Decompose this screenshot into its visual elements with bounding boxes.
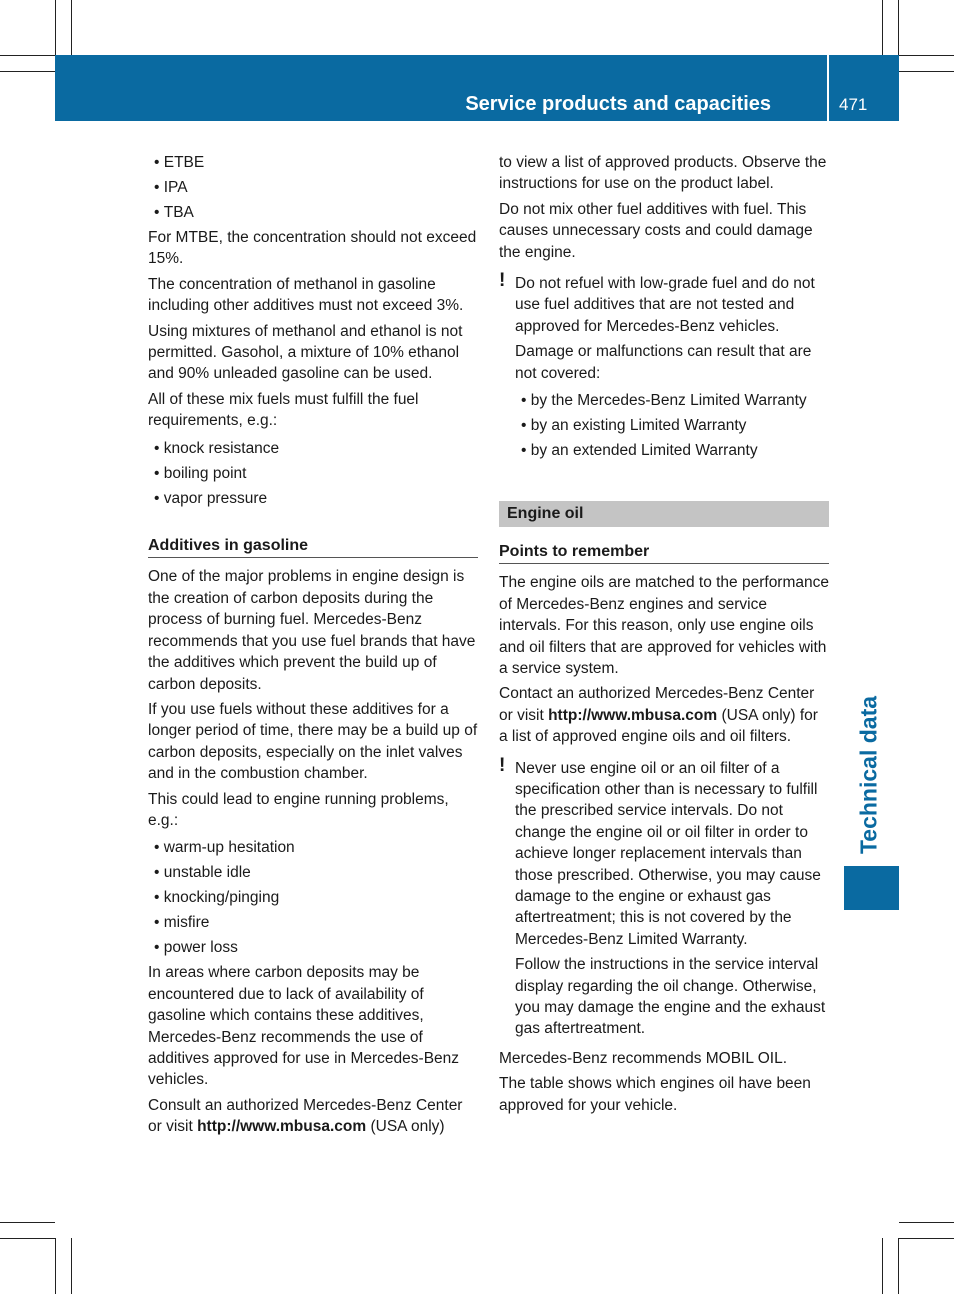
- page-title: Service products and capacities: [465, 93, 771, 115]
- heading-points-to-remember: Points to remember: [499, 541, 829, 564]
- list-item: • ETBE: [148, 152, 478, 173]
- warning-text: Do not refuel with low-grade fuel and do not use fuel additives that are not tested and approved for Mercedes-Benz vehicles.: [515, 275, 815, 335]
- crop-mark: [899, 71, 954, 72]
- contact-text: Contact an authorized Mercedes-Benz Center or visit: [499, 685, 815, 724]
- paragraph-requirements: All of these mix fuels must fulfill the fuel requirements, e.g.:: [148, 390, 419, 430]
- warning-block: [499, 270, 829, 461]
- consult-text: Consult an authorized Mercedes-Benz Center or visit: [148, 1096, 463, 1136]
- crop-mark: [0, 1222, 55, 1223]
- list-item: • IPA: [148, 177, 478, 198]
- right-column: [499, 152, 829, 1120]
- paragraph-areas: In areas where carbon deposits may be encountered due to lack of availability of gasoline which contains these additives, Mercedes-Benz recommends the use of additives approved for use in Mercedes-Benz vehicles.: [148, 964, 460, 1089]
- paragraph-table: The table shows which engines oil have been approved for your vehicle.: [499, 1075, 811, 1114]
- paragraph-mtbe: For MTBE, the concentration should not exceed 15%.: [148, 229, 477, 268]
- header-divider: [827, 55, 829, 121]
- list-item: • warm-up hesitation: [148, 837, 478, 858]
- heading-additives: Additives in gasoline: [148, 535, 478, 558]
- paragraph-consult: [148, 1095, 478, 1138]
- crop-mark: [898, 1238, 899, 1294]
- exclamation-icon: !: [499, 270, 506, 292]
- list-item: • unstable idle: [148, 862, 478, 883]
- exclamation-icon: !: [499, 754, 506, 776]
- list-item: • power loss: [148, 937, 478, 958]
- paragraph-mixtures: Using mixtures of methanol and ethanol is not permitted. Gasohol, a mixture of 10% ethanol and 90% unleaded gasoline can be used.: [148, 322, 463, 383]
- list-item: • knocking/pinging: [148, 887, 478, 908]
- consult-text-end: (USA only): [366, 1118, 445, 1136]
- paragraph-mobil: Mercedes-Benz recommends MOBIL OIL.: [499, 1049, 787, 1067]
- crop-mark: [0, 55, 55, 56]
- crop-mark: [71, 0, 72, 55]
- paragraph-no-mix: Do not mix other fuel additives with fuel. This causes unnecessary costs and could damage the engine.: [499, 200, 813, 261]
- problems-list: [148, 837, 478, 958]
- paragraph-problems: One of the major problems in engine design is the creation of carbon deposits during the process of burning fuel. Mercedes-Benz recommends that you use fuel brands that have the additives which prevent the build up of carbon deposits.: [148, 568, 476, 693]
- contact-text-end: (USA only) for a list of approved engine oils and oil filters.: [499, 706, 818, 746]
- paragraph-matched: The engine oils are matched to the performance of Mercedes-Benz engines and service intervals. For this reason, only use engine oils and oil filters that are approved for vehicles with a service system.: [499, 574, 829, 677]
- warranty-list: [515, 390, 829, 461]
- side-tab-marker: [844, 866, 899, 910]
- paragraph-lead: This could lead to engine running problems, e.g.:: [148, 790, 449, 829]
- left-column: [148, 152, 478, 1142]
- page-header: [55, 55, 899, 121]
- list-item: • boiling point: [148, 463, 478, 484]
- section-engine-oil: Engine oil: [499, 501, 829, 526]
- warning-text: Never use engine oil or an oil filter of a specification other than is necessary to fulfill the prescribed service intervals. Do not change the engine oil or oil filter in order to achieve longer replacement intervals than those prescribed. Otherwise, you may cause damage to the engine or exhaust gas aftertreatment; this is not covered by the Mercedes-Benz Limited Warranty.: [515, 759, 821, 948]
- paragraph-methanol: The concentration of methanol in gasoline including other additives must not exceed 3%.: [148, 275, 464, 315]
- list-item: • vapor pressure: [148, 488, 478, 509]
- crop-mark: [0, 1238, 55, 1239]
- list-item: • knock resistance: [148, 438, 478, 459]
- side-tab-label: Technical data: [855, 695, 882, 855]
- list-item: • by the Mercedes-Benz Limited Warranty: [515, 390, 829, 411]
- paragraph-without-additives: If you use fuels without these additives for a longer period of time, there may be a build up of carbon deposits, especially on the inlet valves and in the combustion chamber.: [148, 700, 478, 783]
- requirements-list: [148, 438, 478, 509]
- crop-mark: [0, 71, 55, 72]
- crop-mark: [899, 1222, 954, 1223]
- list-item: • TBA: [148, 202, 478, 223]
- crop-mark: [71, 1238, 72, 1294]
- crop-mark: [899, 55, 954, 56]
- mbusa-link[interactable]: http://www.mbusa.com: [548, 706, 718, 724]
- list-item: • by an extended Limited Warranty: [515, 440, 829, 461]
- page-number: 471: [839, 95, 868, 114]
- crop-mark: [882, 1238, 883, 1294]
- warning-text: Follow the instructions in the service interval display regarding the oil change. Otherwise, you may damage the engine and the exhaust gas aftertreatment.: [515, 956, 826, 1038]
- fuel-list: [148, 152, 478, 223]
- crop-mark: [55, 0, 56, 55]
- paragraph-contact: [499, 683, 829, 747]
- paragraph-continued: to view a list of approved products. Observe the instructions for use on the product label.: [499, 154, 827, 193]
- crop-mark: [55, 1238, 56, 1294]
- crop-mark: [898, 0, 899, 55]
- list-item: • misfire: [148, 912, 478, 933]
- crop-mark: [882, 0, 883, 55]
- crop-mark: [899, 1238, 954, 1239]
- warning-block: [499, 754, 829, 1040]
- list-item: • by an existing Limited Warranty: [515, 415, 829, 436]
- mbusa-link[interactable]: http://www.mbusa.com: [197, 1118, 367, 1136]
- warning-text: Damage or malfunctions can result that are not covered:: [515, 343, 812, 382]
